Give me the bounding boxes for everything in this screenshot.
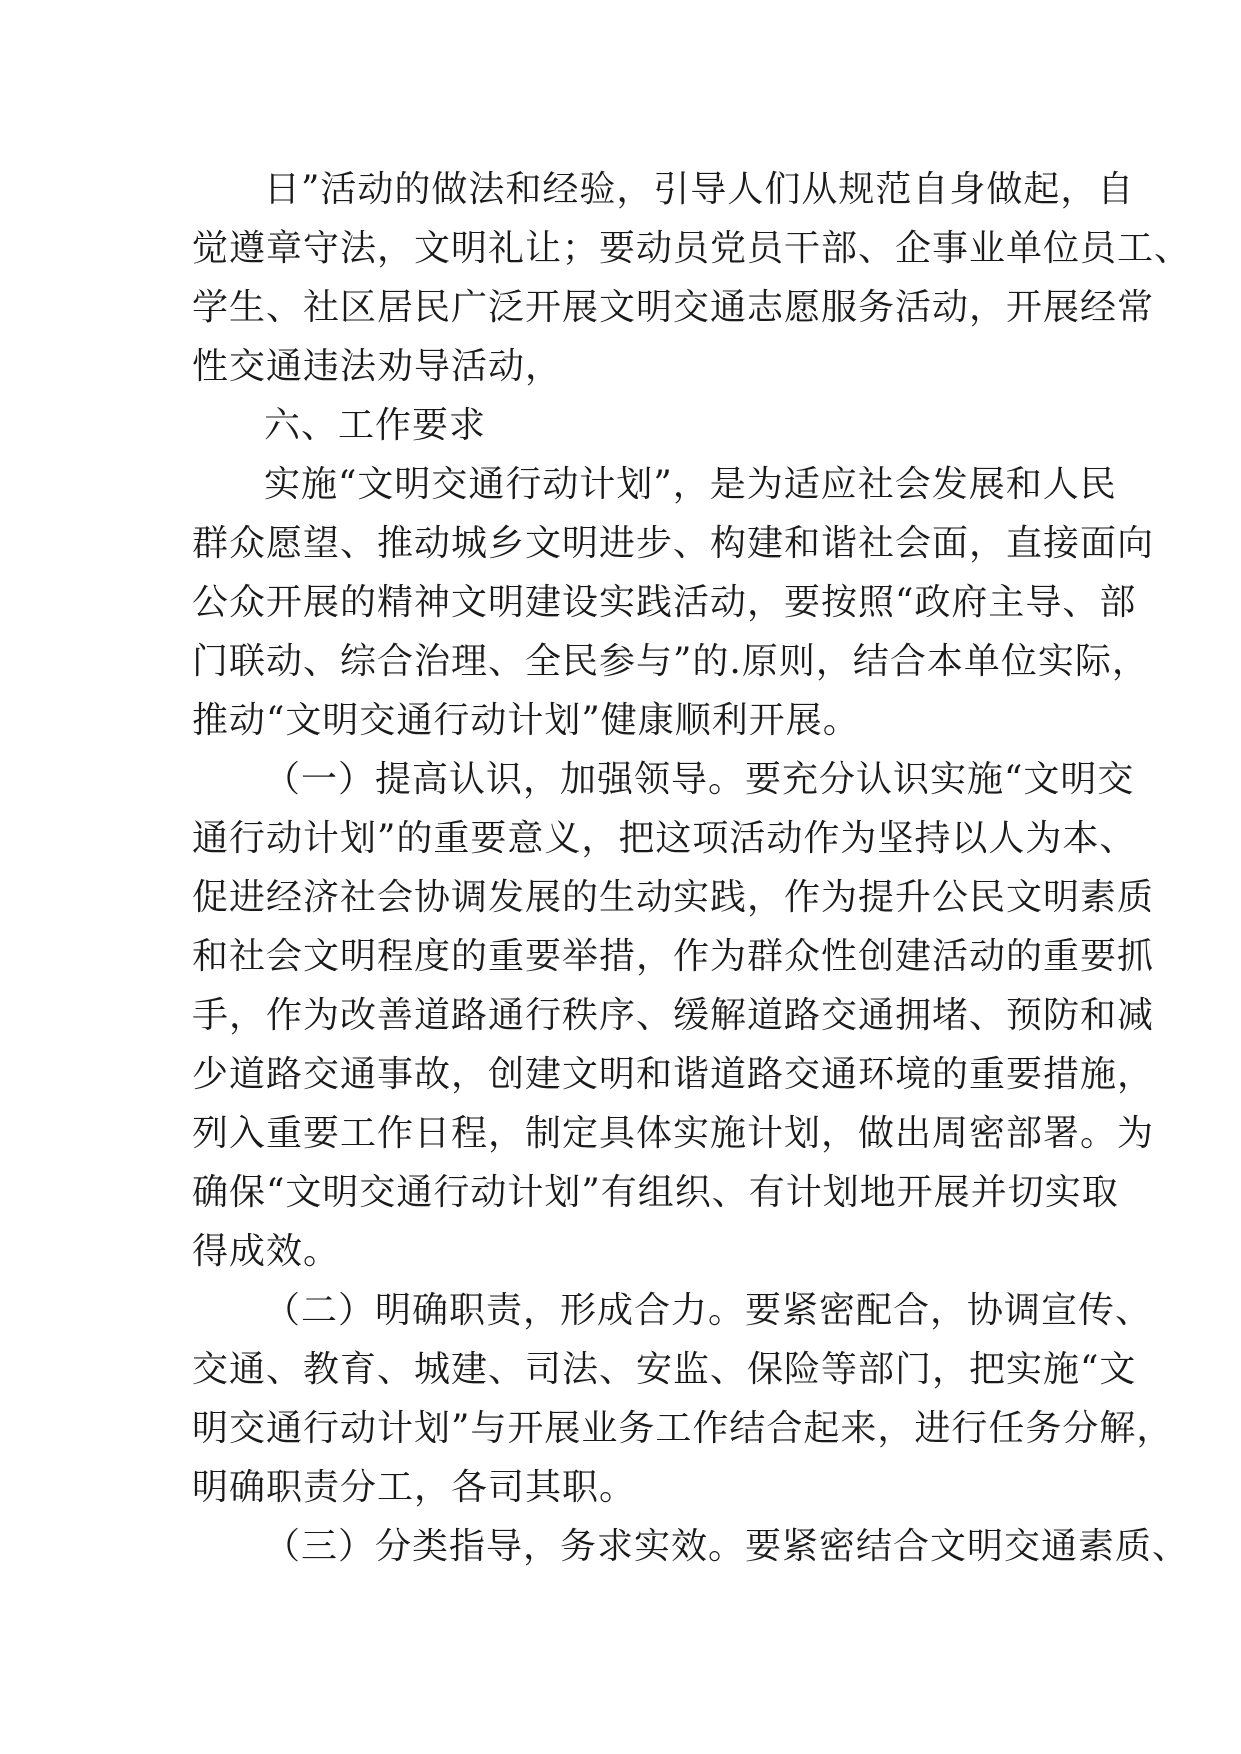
- text-line: 群众愿望、推动城乡文明进步、构建和谐社会面，直接面向: [192, 523, 1155, 564]
- text-line: 列入重要工作日程，制定具体实施计划，做出周密部署。为: [192, 1113, 1155, 1154]
- text-line: 推动“文明交通行动计划”健康顺利开展。: [192, 700, 860, 741]
- text-line: 明确职责分工，各司其职。: [192, 1467, 637, 1508]
- text-line: 学生、社区居民广泛开展文明交通志愿服务活动，开展经常: [192, 287, 1155, 328]
- text-line: 手，作为改善道路通行秩序、缓解道路交通拥堵、预防和减: [192, 995, 1155, 1036]
- text-line: 实施“文明交通行动计划”，是为适应社会发展和人民: [264, 464, 1117, 505]
- text-line: 门联动、综合治理、全民参与”的.原则，结合本单位实际，: [192, 641, 1149, 682]
- text-line: （二）明确职责，形成合力。要紧密配合，协调宣传、: [264, 1290, 1153, 1331]
- text-line: 确保“文明交通行动计划”有组织、有计划地开展并切实取: [192, 1172, 1119, 1213]
- text-line: 和社会文明程度的重要举措，作为群众性创建活动的重要抓: [192, 936, 1155, 977]
- section-heading: 六、工作要求: [264, 405, 487, 446]
- body-text: [192, 160, 1192, 1576]
- text-line: 少道路交通事故，创建文明和谐道路交通环境的重要措施，: [192, 1054, 1155, 1095]
- text-line: 公众开展的精神文明建设实践活动，要按照“政府主导、部: [192, 582, 1137, 623]
- text-line: （一）提高认识，加强领导。要充分认识实施“文明交: [264, 759, 1135, 800]
- text-line: 日”活动的做法和经验，引导人们从规范自身做起，自: [264, 169, 1135, 210]
- text-line: 性交通违法劝导活动，: [192, 346, 563, 387]
- text-line: 促进经济社会协调发展的生动实践，作为提升公民文明素质: [192, 877, 1155, 918]
- text-line: 通行动计划”的重要意义，把这项活动作为坚持以人为本、: [192, 818, 1137, 859]
- text-line: 得成效。: [192, 1231, 341, 1272]
- text-line: （三）分类指导，务求实效。要紧密结合文明交通素质、: [264, 1526, 1190, 1567]
- text-line: 明交通行动计划”与开展业务工作结合起来，进行任务分解，: [192, 1408, 1174, 1449]
- text-line: 觉遵章守法，文明礼让；要动员党员干部、企事业单位员工、: [192, 228, 1192, 269]
- text-line: 交通、教育、城建、司法、安监、保险等部门，把实施“文: [192, 1349, 1137, 1390]
